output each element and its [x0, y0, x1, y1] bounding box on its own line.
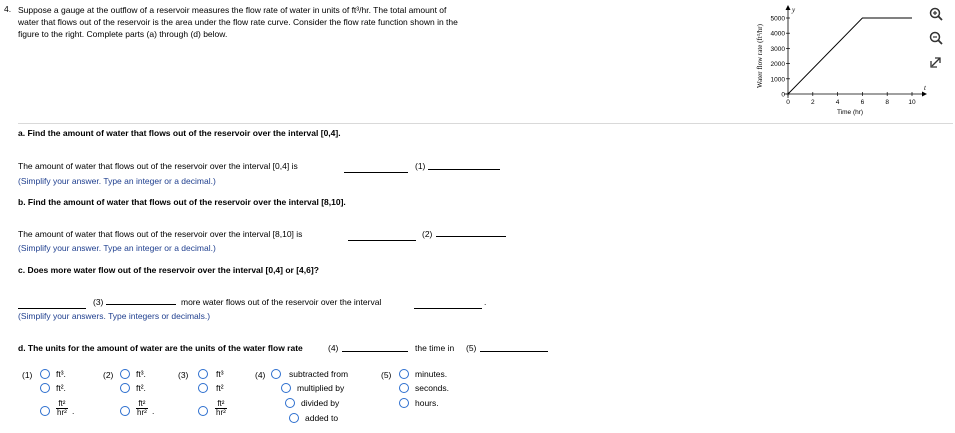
zoom-out-icon[interactable] [928, 30, 944, 46]
choice-group-2-label: (2) [103, 370, 114, 380]
part-d-question: d. The units for the amount of water are the units of the water flow rate [18, 343, 303, 353]
group-3-option-2-radio[interactable] [198, 383, 208, 393]
x-tick-label: 6 [860, 99, 865, 106]
group-2-option-2[interactable]: ft². [136, 383, 146, 393]
y-axis-letter: y [792, 6, 796, 14]
y-tick-label: 5000 [770, 15, 785, 23]
dropdown-5-label: (5) [466, 343, 477, 353]
popout-icon[interactable] [928, 54, 944, 70]
x-tick-label: 4 [835, 99, 840, 106]
choice-group-5-label: (5) [381, 370, 392, 380]
group-3-option-2[interactable]: ft² [216, 383, 224, 393]
group-1-option-3-denominator: hr² [57, 408, 67, 417]
x-axis-title: Time (hr) [836, 109, 864, 116]
intro-line-2: water that flows out of the reservoir is the area under the flow rate curve. Consider the flow rate function shown in the [18, 17, 458, 27]
group-3-option-3-numerator: ft² [217, 399, 225, 408]
part-a-question: a. Find the amount of water that flows out of the reservoir over the interval [0,4]. [18, 128, 341, 138]
group-2-option-3-denominator: hr² [137, 408, 147, 417]
group-2-option-3-radio[interactable] [120, 406, 130, 416]
zoom-in-icon[interactable] [928, 6, 944, 22]
part-a-hint: (Simplify your answer. Type an integer or a decimal.) [18, 176, 216, 186]
y-tick-label: 1000 [770, 76, 785, 84]
y-tick-label: 2000 [770, 61, 785, 69]
group-1-option-3-radio[interactable] [40, 406, 50, 416]
y-axis-arrow [786, 5, 791, 10]
group-2-option-1[interactable]: ft³. [136, 369, 146, 379]
group-1-option-3-fraction[interactable] [56, 400, 68, 417]
group-1-option-2-radio[interactable] [40, 383, 50, 393]
dropdown-1-label: (1) [415, 161, 426, 171]
section-divider [18, 123, 953, 124]
group-5-option-3-radio[interactable] [399, 398, 409, 408]
part-c-period: . [484, 297, 487, 307]
group-1-option-1[interactable]: ft³. [56, 369, 66, 379]
group-5-option-2-radio[interactable] [399, 383, 409, 393]
part-c-answer-input-2[interactable] [414, 308, 482, 309]
dropdown-4[interactable] [342, 351, 408, 352]
group-5-option-3[interactable]: hours. [415, 398, 439, 408]
group-2-option-1-radio[interactable] [120, 369, 130, 379]
choice-group-1-label: (1) [22, 370, 33, 380]
group-5-option-1-radio[interactable] [399, 369, 409, 379]
part-c-question: c. Does more water flow out of the reservoir over the interval [0,4] or [4,6]? [18, 265, 319, 275]
y-axis-title: Water flow rate (ft³/hr) [756, 24, 764, 88]
part-a-answer-text: The amount of water that flows out of the reservoir over the interval [0,4] is [18, 161, 298, 171]
problem-number: 4. [4, 4, 12, 14]
group-5-option-1[interactable]: minutes. [415, 369, 448, 379]
part-c-answer-input-1[interactable] [18, 308, 86, 309]
x-axis-arrow [922, 92, 927, 97]
group-4-option-1[interactable]: subtracted from [289, 369, 349, 379]
group-4-option-3[interactable]: divided by [301, 398, 340, 408]
group-4-option-4-radio[interactable] [289, 413, 299, 423]
dropdown-1[interactable] [428, 169, 500, 170]
choice-group-3-label: (3) [178, 370, 189, 380]
part-b-answer-input[interactable] [348, 240, 416, 241]
y-tick-label: 4000 [770, 30, 785, 38]
x-tick-label: 8 [885, 99, 890, 106]
part-c-middle-text: more water flows out of the reservoir over the interval [181, 297, 382, 307]
intro-line-1: Suppose a gauge at the outflow of a reservoir measures the flow rate of water in units of ft³/hr. The total amount of [18, 5, 447, 15]
dropdown-2[interactable] [436, 236, 506, 237]
part-b-answer-text: The amount of water that flows out of the reservoir over the interval [8,10] is [18, 229, 303, 239]
group-3-option-3-denominator: hr² [216, 408, 226, 417]
x-tick-label: 2 [810, 99, 815, 106]
group-3-option-3-radio[interactable] [198, 406, 208, 416]
part-c-hint: (Simplify your answers. Type integers or decimals.) [18, 311, 211, 321]
part-b-question: b. Find the amount of water that flows out of the reservoir over the interval [8,10]. [18, 197, 346, 207]
dropdown-5[interactable] [480, 351, 548, 352]
x-tick-label: 10 [908, 99, 916, 106]
dropdown-4-label: (4) [328, 343, 339, 353]
group-3-option-1[interactable]: ft³ [216, 369, 224, 379]
y-tick-label: 3000 [770, 45, 785, 53]
group-4-option-1-radio[interactable] [271, 369, 281, 379]
group-1-option-2[interactable]: ft². [56, 383, 66, 393]
dropdown-3-label: (3) [93, 297, 104, 307]
group-2-option-3-numerator: ft² [138, 399, 146, 408]
choice-group-4-label: (4) [255, 370, 266, 380]
group-3-option-3-fraction[interactable] [215, 400, 227, 417]
group-2-option-3-fraction[interactable] [136, 400, 148, 417]
group-1-option-1-radio[interactable] [40, 369, 50, 379]
flow-rate-chart [750, 2, 930, 120]
group-2-option-3-suffix: . [152, 406, 155, 416]
group-1-option-3-numerator: ft² [58, 399, 66, 408]
dropdown-2-label: (2) [422, 229, 433, 239]
x-tick-label: 0 [786, 99, 790, 106]
dropdown-3[interactable] [106, 304, 176, 305]
part-d-middle-text: the time in [415, 343, 455, 353]
intro-line-3: figure to the right. Complete parts (a) through (d) below. [18, 29, 228, 39]
group-5-option-2[interactable]: seconds. [415, 383, 450, 393]
part-b-hint: (Simplify your answer. Type an integer or a decimal.) [18, 243, 216, 253]
part-a-answer-input[interactable] [344, 172, 408, 173]
y-tick-label: 0 [781, 91, 785, 99]
group-1-option-3-suffix: . [72, 406, 75, 416]
group-4-option-3-radio[interactable] [285, 398, 295, 408]
group-4-option-4[interactable]: added to [305, 413, 339, 423]
group-4-option-2-radio[interactable] [281, 383, 291, 393]
x-axis-letter: t [924, 84, 926, 92]
group-2-option-2-radio[interactable] [120, 383, 130, 393]
group-4-option-2[interactable]: multiplied by [297, 383, 345, 393]
flow-rate-line [788, 18, 912, 94]
group-3-option-1-radio[interactable] [198, 369, 208, 379]
